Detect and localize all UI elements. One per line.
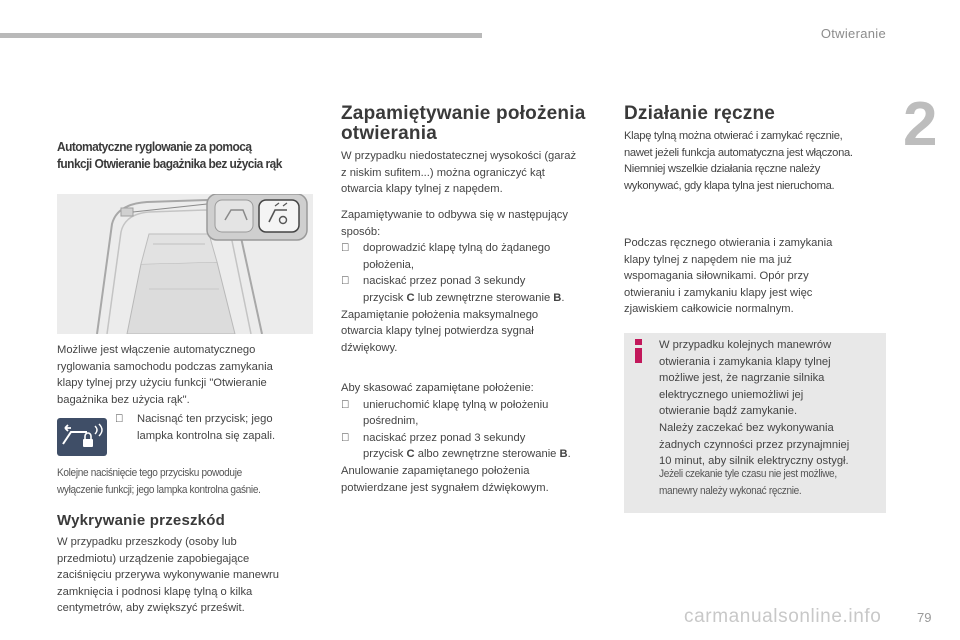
memory-cancel: Aby skasować zapamiętane położenie: unieruchomić klapę tylną w położeniu pośrednim, naciskać przez ponad 3 sekundy przycisk C albo zewnętrzne sterowanie B. Anulowanie zapamiętanego położenia potwierdzane jest sygnałem dźwiękowym.	[341, 382, 571, 494]
obstacle-heading: Wykrywanie przeszkód	[57, 512, 225, 529]
tailgate-illustration	[57, 194, 313, 334]
bullet-icon	[341, 240, 349, 257]
memory-intro: W przypadku niedostatecznej wysokości (garaż z niskim sufitem...) można ograniczyć kąt otwarcia klapy tylnej z napędem.	[341, 150, 577, 196]
memory-procedure: Zapamiętywanie to odbywa się w następujący sposób: doprowadzić klapę tylną do żądanego położenia, naciskać przez ponad 3 sekundy przycisk C lub zewnętrzne sterowanie B. Zapamiętanie położenia maksymalnego otwarcia klapy tylnej potwierdza sygnał dźwiękowy.	[341, 209, 568, 354]
auto-lock-heading: Automatyczne ryglowanie za pomocą funkcji Otwieranie bagażnika bez użycia rąk	[57, 139, 282, 171]
info-text: W przypadku kolejnych manewrów otwierania i zamykania klapy tylnej możliwe jest, że nagrzanie silnika elektrycznego uniemożliwi jej otwieranie bądź zamykanie. Należy zaczekać bez wykonywania żadnych czynności przez przynajmniej 10 minut, aby silnik elektryczny ostygł.	[659, 339, 850, 468]
section-title: Otwieranie	[820, 26, 886, 41]
info-small-note: Jeżeli czekanie tyle czasu nie jest możliwe, manewry należy wykonać ręcznie.	[659, 468, 837, 497]
memory-position-heading: Zapamiętywanie położenia otwierania	[341, 103, 586, 144]
info-icon	[632, 339, 646, 363]
auto-lock-note: Kolejne naciśnięcie tego przycisku powoduje wyłączenie funkcji; jego lampka kontrolna gaśnie.	[57, 467, 261, 496]
obstacle-text: W przypadku przeszkody (osoby lub przedmiotu) urządzenie zapobiegające zaciśnięciu przerywa wykonywanie manewru zamknięcia i podnosi klapę tylną o kilka centymetrów, aby zwiększyć prześwit.	[57, 536, 279, 615]
bullet-icon	[341, 273, 349, 290]
manual-operation-heading: Działanie ręczne	[624, 103, 776, 124]
cancel-step-2: naciskać przez ponad 3 sekundy przycisk C albo zewnętrzne sterowanie B.	[341, 430, 571, 463]
chapter-number: 2	[903, 90, 938, 159]
memory-step-1: doprowadzić klapę tylną do żądanego położenia,	[341, 240, 568, 273]
bullet-icon	[341, 397, 349, 414]
bullet-icon	[115, 411, 123, 428]
manual-intro: Klapę tylną można otwierać i zamykać ręcznie, nawet jeżeli funkcja automatyczna jest włączona. Niemniej wszelkie działania ręczne należy wykonywać, gdy klapa tylna jest nieruchoma.	[624, 130, 853, 192]
cancel-step-1: unieruchomić klapę tylną w położeniu pośrednim,	[341, 397, 571, 430]
hands-free-button-icon	[57, 418, 107, 456]
bullet-icon	[341, 430, 349, 447]
auto-lock-intro: Możliwe jest włączenie automatycznego ryglowania samochodu podczas zamykania klapy tylnej przy użyciu funkcji "Otwieranie bagażnika bez użycia rąk".	[57, 344, 273, 406]
watermark: carmanualsonline.info	[684, 606, 882, 627]
top-rule	[0, 33, 482, 38]
info-i-glyph	[632, 339, 646, 363]
press-button-step	[115, 411, 275, 444]
page-number: 79	[917, 610, 932, 625]
bullet-item: Nacisnąć ten przycisk; jego lampka kontrolna się zapali.	[115, 411, 275, 444]
manual-note: Podczas ręcznego otwierania i zamykania klapy tylnej z napędem nie ma już wspomagania siłownikami. Opór przy otwieraniu i zamykaniu klapy jest więc zjawiskiem całkowicie normalnym.	[624, 237, 833, 316]
memory-step-2: naciskać przez ponad 3 sekundy przycisk C lub zewnętrzne sterowanie B.	[341, 273, 568, 306]
tailgate-drawing	[57, 194, 313, 334]
hands-free-lock-icon	[57, 418, 107, 456]
